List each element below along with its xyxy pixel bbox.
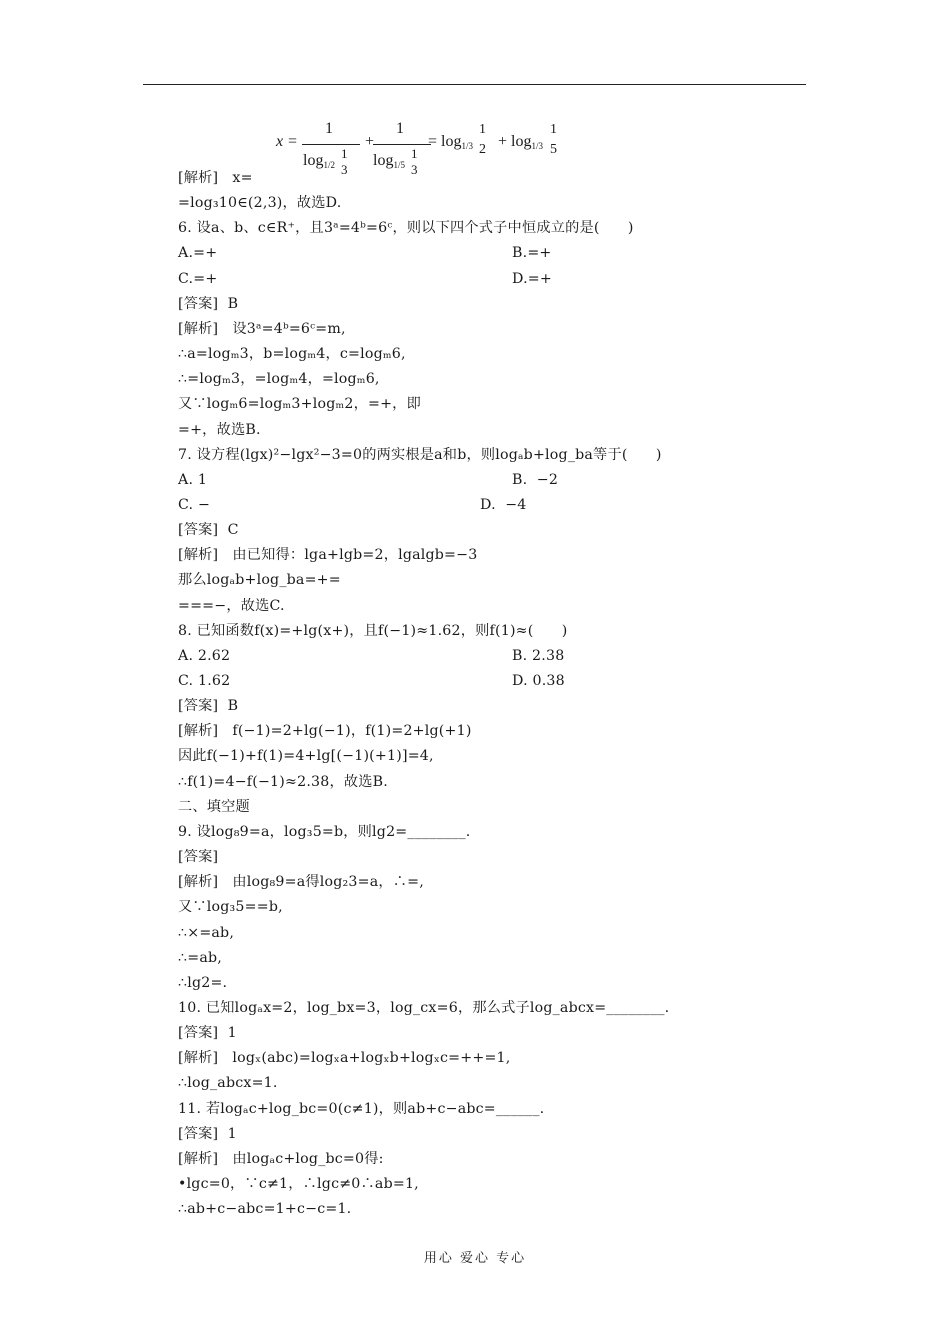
line-text: [解析] 由已知得：lga+lgb=2，lgalgb=−3: [178, 547, 478, 564]
text-line: [178, 772, 388, 792]
line-text: [解析] 由log₈9=a得log₂3=a，∴=,: [178, 874, 424, 891]
text-line: [178, 1124, 237, 1144]
log-text: log: [373, 152, 394, 169]
line-text: 因此f(−1)+f(1)=4+lg[(−1)(+1)]=4,: [178, 748, 434, 765]
option-right: B. −2: [512, 471, 559, 488]
log-text: + log: [498, 133, 532, 150]
line-text: =log₃10∈(2,3)，故选D.: [178, 195, 342, 212]
text-line: [178, 721, 472, 741]
text-line: [178, 948, 222, 968]
fraction2-numerator: 1: [396, 120, 404, 137]
text-line: [178, 621, 568, 641]
fraction2-arg-num: 1: [411, 146, 418, 161]
line-text: ∴×=ab,: [178, 924, 235, 941]
text-line: [178, 1199, 351, 1219]
rhs1-numerator: 1: [479, 122, 486, 137]
line-text: 又∵log₃5==b,: [178, 899, 283, 916]
line-text: [答案] B: [178, 698, 239, 715]
text-line: [178, 1174, 419, 1194]
fraction2-denominator: [373, 152, 405, 170]
text-line: [178, 243, 552, 263]
text-line: [178, 998, 669, 1018]
fraction1-denominator: [303, 152, 335, 170]
line-text: A. 1: [178, 471, 208, 488]
text-line: [178, 1149, 384, 1169]
text-line: [178, 545, 477, 565]
log-base: 1/3: [461, 141, 473, 151]
line-text: C. 1.62: [178, 673, 231, 689]
text-line: [178, 797, 250, 817]
line-text: 8. 已知函数f(x)=+lg(x+)，且f(−1)≈1.62，则f(1)≈( ): [178, 622, 568, 639]
text-line: [178, 168, 253, 188]
line-text: 6. 设a、b、c∈R⁺，且3ᵃ=4ᵇ=6ᶜ，则以下四个式子中恒成立的是( ): [178, 220, 634, 237]
text-line: [178, 923, 234, 943]
text-line: [178, 847, 218, 867]
option-right: D. 0.38: [512, 673, 565, 689]
text-line: [178, 1023, 237, 1043]
page-footer: 用心 爱心 专心: [423, 1251, 527, 1266]
text-line: [178, 470, 559, 490]
text-line: [178, 193, 341, 213]
line-text: [解析] x=: [178, 170, 253, 186]
text-line: [178, 520, 239, 540]
line-text: [答案] 1: [178, 1125, 237, 1142]
line-text: C. −: [178, 496, 211, 513]
text-line: [178, 420, 261, 440]
text-line: [178, 822, 470, 842]
line-text: [答案]: [178, 849, 219, 866]
rhs2-numerator: 1: [550, 122, 557, 137]
text-line: [178, 369, 380, 389]
fraction2-arg-den: 3: [411, 162, 418, 177]
line-text: ===−，故选C.: [178, 597, 285, 614]
option-right: B. 2.38: [512, 647, 565, 664]
text-line: [178, 344, 406, 364]
line-text: 那么logₐb+log_ba=+=: [178, 572, 341, 589]
line-text: 10. 已知logₐx=2，log_bx=3，log_cx=6，那么式子log_abcx=________.: [178, 999, 670, 1016]
fraction1-arg-den: 3: [341, 162, 348, 177]
text-line: [178, 294, 238, 314]
text-line: [178, 218, 634, 238]
formula-plus: +: [365, 133, 375, 150]
line-text: ∴lg2=.: [178, 974, 228, 991]
line-text: =+，故选B.: [178, 421, 261, 438]
text-line: [178, 897, 283, 917]
log-text: = log: [428, 133, 462, 150]
text-line: [178, 1073, 278, 1093]
log-base: 1/2: [323, 160, 335, 170]
text-line: [178, 445, 662, 465]
fraction1-arg-num: 1: [341, 146, 348, 161]
line-text: 9. 设log₈9=a，log₃5=b，则lg2=________.: [178, 823, 471, 840]
line-text: ∴=logₘ3，=logₘ4，=logₘ6,: [178, 371, 380, 388]
line-text: [解析] f(−1)=2+lg(−1)，f(1)=2+lg(+1): [178, 723, 472, 740]
formula-lhs: x: [276, 133, 284, 150]
line-text: A.=+: [178, 245, 218, 262]
line-text: 11. 若logₐc+log_bc=0(c≠1)，则ab+c−abc=______.: [178, 1100, 545, 1117]
text-line: [178, 495, 527, 515]
text-line: [178, 1099, 544, 1119]
option-right: B.=+: [512, 245, 552, 262]
text-line: [178, 872, 424, 892]
line-text: 二、填空题: [178, 798, 250, 815]
text-line: [178, 394, 421, 414]
rhs2-denominator: 5: [550, 142, 557, 157]
text-line: [178, 746, 434, 766]
line-text: [答案] C: [178, 522, 239, 539]
text-line: [178, 671, 565, 691]
text-line: [178, 269, 552, 289]
line-text: C.=+: [178, 270, 218, 287]
fraction1-bar: [302, 144, 360, 145]
option-right: D. −4: [480, 496, 527, 513]
fraction2-bar: [373, 144, 431, 145]
log-base: 1/3: [531, 141, 543, 151]
rhs1-denominator: 2: [479, 142, 486, 157]
line-text: A. 2.62: [178, 647, 231, 664]
text-line: [178, 570, 341, 590]
text-line: [178, 646, 565, 666]
formula-rhs-log1: [428, 133, 473, 151]
line-text: ∴log_abcx=1.: [178, 1075, 278, 1092]
fraction1-numerator: 1: [325, 120, 333, 137]
formula-eq: =: [288, 133, 298, 150]
line-text: ∴f(1)=4−f(−1)≈2.38，故选B.: [178, 773, 388, 790]
option-right: D.=+: [512, 270, 552, 287]
log-text: log: [303, 152, 324, 169]
line-text: [解析] 设3ᵃ=4ᵇ=6ᶜ=m,: [178, 320, 346, 337]
text-line: [178, 696, 238, 716]
formula-block: [272, 118, 602, 184]
line-text: •lgc=0，∵c≠1，∴lgc≠0∴ab=1,: [178, 1176, 419, 1192]
line-text: [解析] logₓ(abc)=logₓa+logₓb+logₓc=++=1,: [178, 1050, 511, 1067]
header-rule: [143, 84, 806, 85]
text-line: [178, 319, 346, 339]
line-text: [答案] B: [178, 295, 239, 312]
line-text: 7. 设方程(lgx)²−lgx²−3=0的两实根是a和b，则logₐb+log_ba等于( ): [178, 446, 662, 463]
text-line: [178, 596, 285, 616]
log-base: 1/5: [393, 160, 405, 170]
line-text: ∴ab+c−abc=1+c−c=1.: [178, 1201, 352, 1218]
text-line: [178, 973, 227, 993]
text-line: [178, 1048, 510, 1068]
line-text: [答案] 1: [178, 1025, 237, 1042]
line-text: ∴=ab,: [178, 949, 222, 966]
formula-rhs-log2: [498, 133, 543, 151]
line-text: [解析] 由logₐc+log_bc=0得:: [178, 1150, 384, 1167]
line-text: ∴a=logₘ3，b=logₘ4，c=logₘ6,: [178, 346, 406, 363]
line-text: 又∵logₘ6=logₘ3+logₘ2，=+，即: [178, 396, 421, 413]
